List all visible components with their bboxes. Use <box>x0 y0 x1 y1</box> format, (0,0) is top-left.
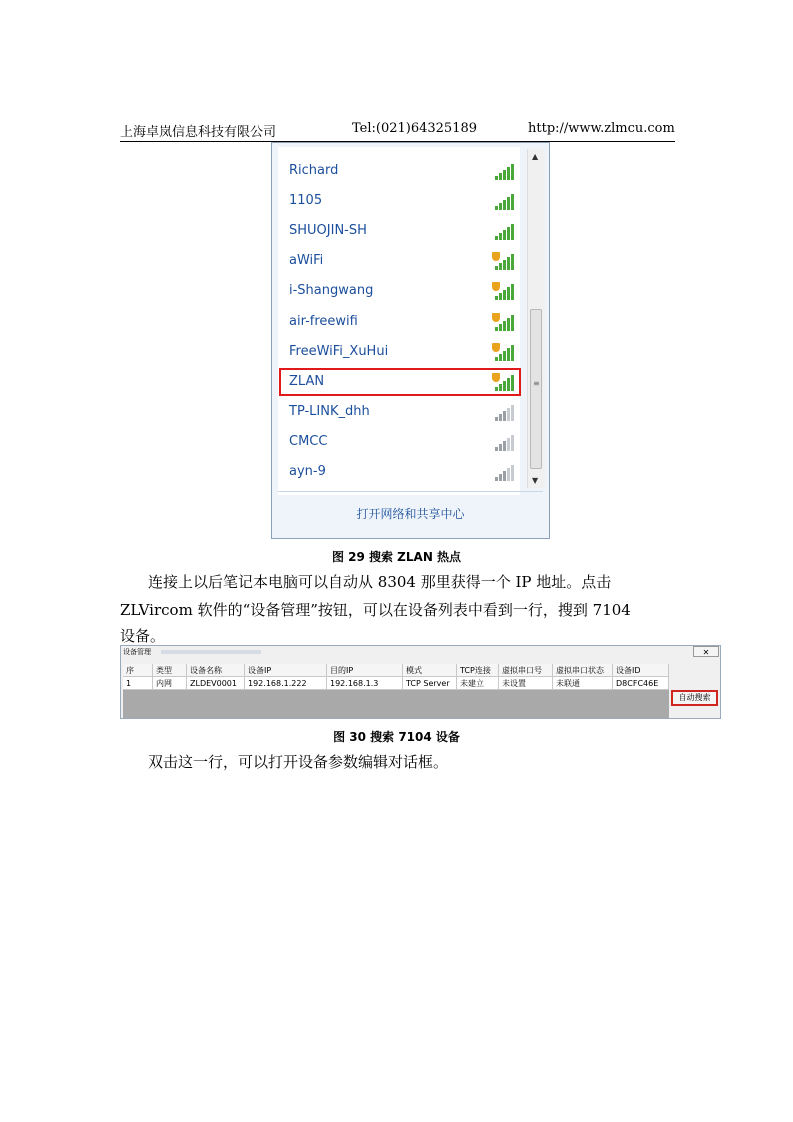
shield-icon <box>492 282 500 291</box>
network-item[interactable] <box>277 338 519 368</box>
table-cell: 192.168.1.3 <box>327 677 403 690</box>
device-manager-window <box>120 645 721 719</box>
table-cell: 未建立 <box>457 677 499 690</box>
table-cell: ZLDEV0001 <box>187 677 245 690</box>
table-cell: 未联通 <box>553 677 613 690</box>
table-cell: 192.168.1.222 <box>245 677 327 690</box>
table-cell: 内网 <box>153 677 187 690</box>
network-item[interactable] <box>277 247 519 277</box>
network-item[interactable] <box>277 187 519 217</box>
network-name: SHUOJIN-SH <box>289 223 367 239</box>
network-name: i-Shangwang <box>289 283 374 299</box>
paragraph-1-line-2: ZLVircom 软件的“设备管理”按钮，可以在设备列表中看到一行，搜到 7104 <box>120 601 631 619</box>
network-name: FreeWiFi_XuHui <box>289 343 389 359</box>
scroll-grip-icon: ≡ <box>533 379 540 388</box>
secured-wifi-signal-icon <box>491 343 513 361</box>
device-table-header <box>123 664 669 677</box>
table-cell: 1 <box>123 677 153 690</box>
device-manager-title: 设备管理 <box>123 648 151 656</box>
scroll-down-arrow-icon[interactable]: ▼ <box>532 476 539 485</box>
column-header[interactable]: 设备名称 <box>187 664 245 677</box>
network-item[interactable] <box>277 458 519 488</box>
secured-wifi-signal-icon <box>491 282 513 300</box>
network-list-scrollbar[interactable] <box>527 149 545 488</box>
column-header[interactable]: 模式 <box>403 664 457 677</box>
header-url: http://www.zlmcu.com <box>528 121 675 136</box>
shield-icon <box>492 343 500 352</box>
network-name: ZLAN <box>289 373 325 389</box>
network-name: Richard <box>289 163 339 178</box>
column-header[interactable]: 虚拟串口状态 <box>553 664 613 677</box>
shield-icon <box>492 252 500 261</box>
table-cell: 未设置 <box>499 677 553 690</box>
auto-search-button[interactable]: 自动搜索 <box>671 690 718 706</box>
figure-29-caption: 图 29 搜索 ZLAN 热点 <box>331 550 462 564</box>
zlan-highlight-box <box>279 368 521 396</box>
network-item[interactable] <box>277 428 519 458</box>
column-header[interactable]: 序 <box>123 664 153 677</box>
wifi-signal-icon <box>491 403 513 421</box>
scroll-up-arrow-icon[interactable]: ▲ <box>532 152 539 161</box>
header-company: 上海卓岚信息科技有限公司 <box>120 125 277 140</box>
network-name: TP-LINK_dhh <box>289 403 370 419</box>
device-table-row[interactable] <box>123 677 669 690</box>
table-cell: TCP Server <box>403 677 457 690</box>
network-name: air-freewifi <box>289 313 358 329</box>
table-cell: D8CFC46E <box>613 677 669 690</box>
wifi-signal-icon <box>491 162 513 180</box>
column-header[interactable]: 设备ID <box>613 664 669 677</box>
secured-wifi-signal-icon <box>491 313 513 331</box>
paragraph-2: 双击这一行，可以打开设备参数编辑对话框。 <box>148 753 449 771</box>
paragraph-1-line-1: 连接上以后笔记本电脑可以自动从 8304 那里获得一个 IP 地址。点击 <box>148 573 612 591</box>
secured-wifi-signal-icon <box>491 252 513 270</box>
network-name: ayn-9 <box>289 464 326 479</box>
network-name: CMCC <box>289 433 328 449</box>
network-name: aWiFi <box>289 253 324 269</box>
shield-icon <box>492 313 500 322</box>
paragraph-1-line-3: 设备。 <box>120 627 166 645</box>
network-item[interactable] <box>277 157 519 187</box>
wifi-signal-icon <box>491 463 513 481</box>
column-header[interactable]: 虚拟串口号 <box>499 664 553 677</box>
toolbar-placeholder <box>161 650 261 654</box>
wifi-signal-icon <box>491 433 513 451</box>
network-item[interactable] <box>277 398 519 428</box>
page-header <box>120 121 675 141</box>
close-icon[interactable]: ✕ <box>693 646 719 657</box>
device-table <box>123 664 669 718</box>
network-item[interactable] <box>277 308 519 338</box>
column-header[interactable]: TCP连接 <box>457 664 499 677</box>
figure-30-caption: 图 30 搜索 7104 设备 <box>333 730 460 744</box>
column-header[interactable]: 设备IP <box>245 664 327 677</box>
network-name: 1105 <box>289 193 323 209</box>
wifi-signal-icon <box>491 192 513 210</box>
scroll-thumb[interactable] <box>530 309 542 469</box>
wifi-signal-icon <box>491 222 513 240</box>
column-header[interactable]: 类型 <box>153 664 187 677</box>
header-tel: Tel:(021)64325189 <box>352 121 478 136</box>
network-item[interactable] <box>277 277 519 307</box>
network-sharing-center-link[interactable]: 打开网络和共享中心 <box>356 507 465 521</box>
wifi-footer <box>278 491 543 537</box>
network-item[interactable] <box>277 217 519 247</box>
column-header[interactable]: 目的IP <box>327 664 403 677</box>
